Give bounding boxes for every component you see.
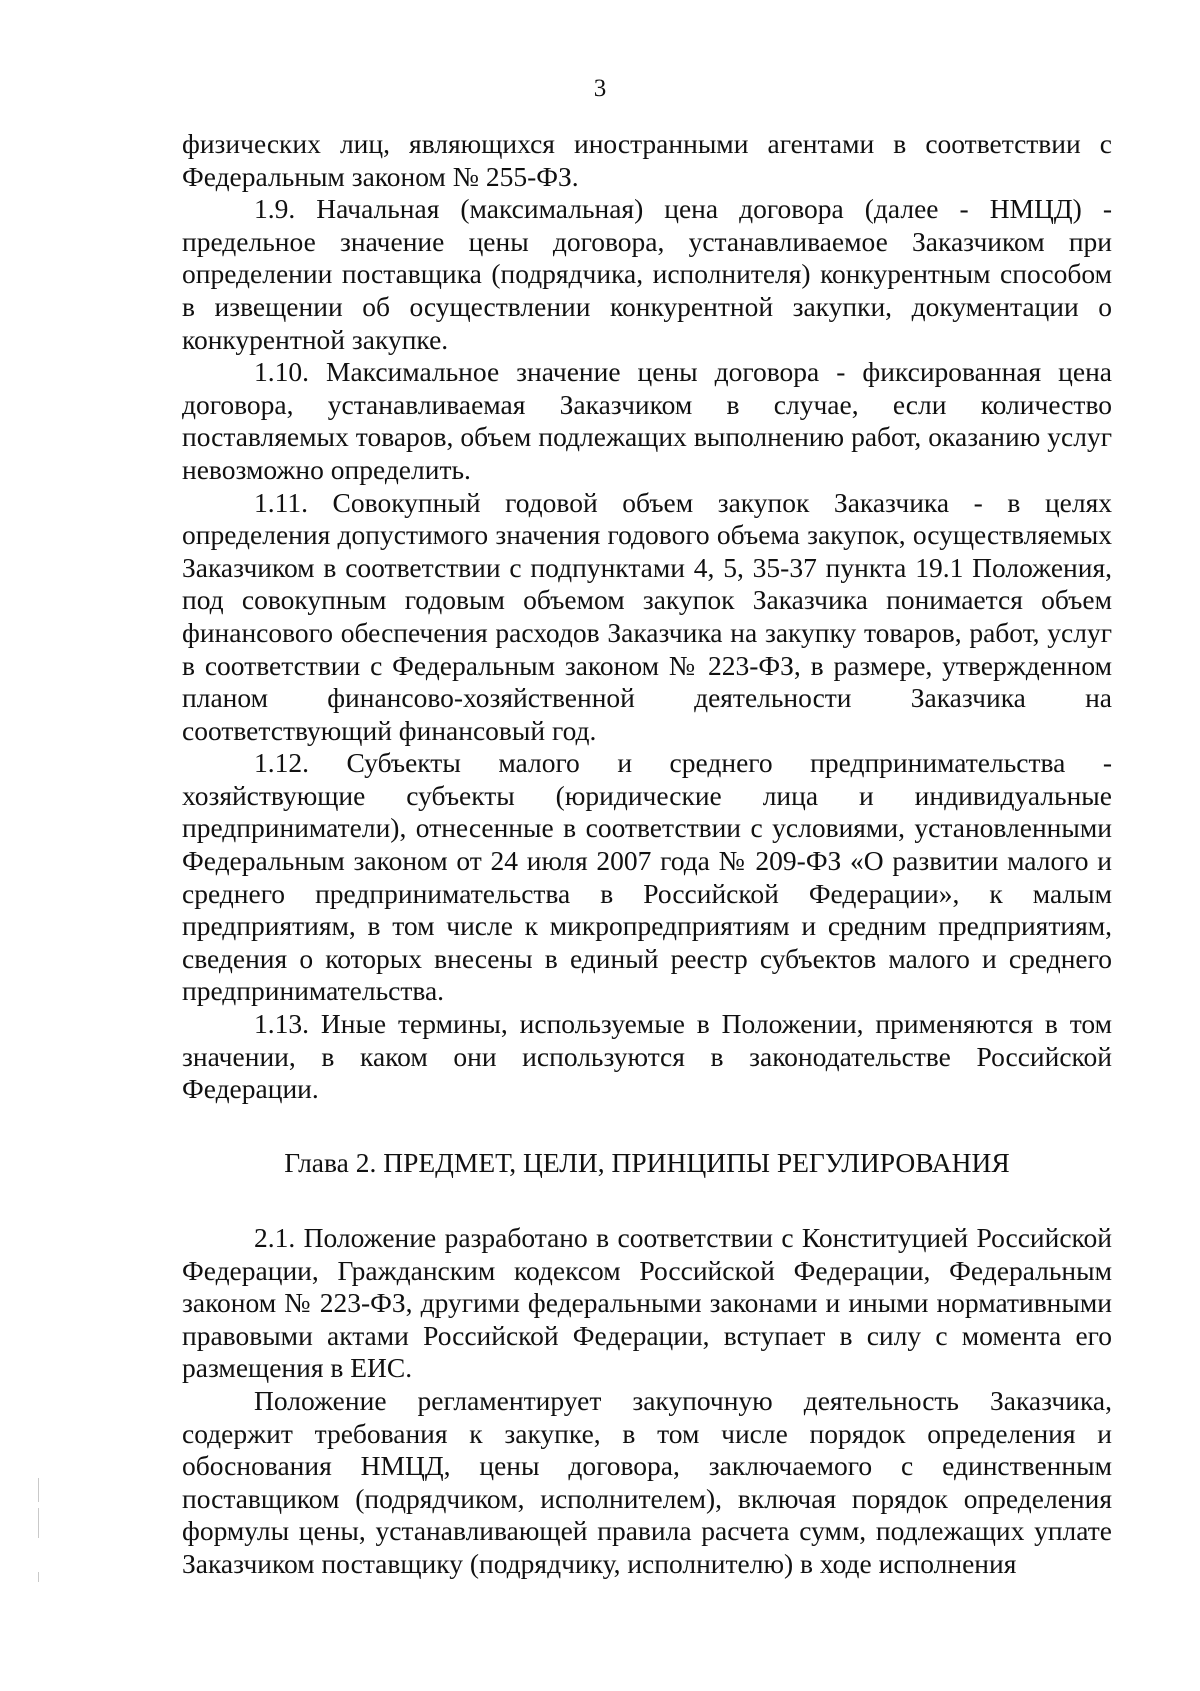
- chapter-2-text: [182, 1222, 1112, 1581]
- scan-artifact-line: [38, 1572, 39, 1582]
- section-1-text: [182, 128, 1112, 1106]
- paragraph-1-13: 1.13. Иные термины, используемые в Положении, применяются в том значении, в каком они используются в законодательстве Российской Федерации.: [182, 1008, 1112, 1105]
- paragraph-1-9: 1.9. Начальная (максимальная) цена договора (далее - НМЦД) - предельное значение цены договора, устанавливаемое Заказчиком при определении поставщика (подрядчика, исполнителя) конкурентным способом в извещении об осуществлении конкурентной закупки, документации о конкурентной закупке.: [182, 193, 1112, 355]
- page-number: 3: [593, 75, 607, 102]
- scan-artifact-line: [38, 1478, 39, 1502]
- chapter-2-heading: Глава 2. ПРЕДМЕТ, ЦЕЛИ, ПРИНЦИПЫ РЕГУЛИРОВАНИЯ: [284, 1147, 1010, 1178]
- paragraph-continuation: физических лиц, являющихся иностранными агентами в соответствии с Федеральным законом № 255-ФЗ.: [182, 128, 1112, 192]
- paragraph-2-1: 2.1. Положение разработано в соответствии с Конституцией Российской Федерации, Гражданским кодексом Российской Федерации, Федеральным законом № 223-ФЗ, другими федеральными законами и иными нормативными правовыми актами Российской Федерации, вступает в силу с момента его размещения в ЕИС.: [182, 1222, 1112, 1384]
- paragraph-1-12: 1.12. Субъекты малого и среднего предпринимательства - хозяйствующие субъекты (юридические лица и индивидуальные предприниматели), отнесенные в соответствии с условиями, установленными Федеральным законом от 24 июля 2007 года № 209-ФЗ «О развитии малого и среднего предпринимательства в Российской Федерации», к малым предприятиям, в том числе к микропредприятиям и средним предприятиям, сведения о которых внесены в единый реестр субъектов малого и среднего предпринимательства.: [182, 747, 1112, 1007]
- scan-artifact-line: [38, 1508, 39, 1538]
- paragraph-2-regulation: Положение регламентирует закупочную деятельность Заказчика, содержит требования к закупке, в том числе порядок определения и обоснования НМЦД, цены договора, заключаемого с единственным поставщиком (подрядчиком, исполнителем), включая порядок определения формулы цены, устанавливающей правила расчета сумм, подлежащих уплате Заказчиком поставщику (подрядчику, исполнителю) в ходе исполнения: [182, 1384, 1112, 1579]
- paragraph-1-10: 1.10. Максимальное значение цены договора - фиксированная цена договора, устанавливаемая Заказчиком в случае, если количество поставляемых товаров, объем подлежащих выполнению работ, оказанию услуг невозможно определить.: [182, 356, 1112, 485]
- paragraph-1-11: 1.11. Совокупный годовой объем закупок Заказчика - в целях определения допустимого значения годового объема закупок, осуществляемых Заказчиком в соответствии с подпунктами 4, 5, 35-37 пункта 19.1 Положения, под совокупным годовым объемом закупок Заказчика понимается объем финансового обеспечения расходов Заказчика на закупку товаров, работ, услуг в соответствии с Федеральным законом № 223-ФЗ, в размере, утвержденном планом финансово-хозяйственной деятельности Заказчика на соответствующий финансовый год.: [182, 486, 1112, 746]
